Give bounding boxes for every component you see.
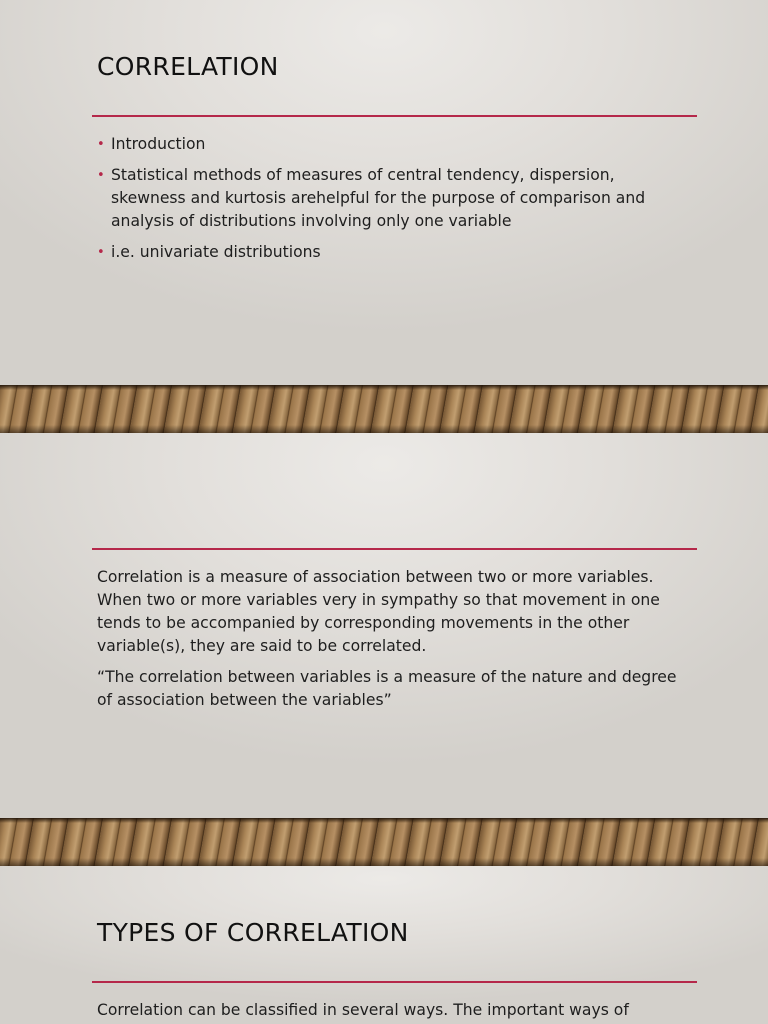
slide-3 bbox=[0, 866, 768, 1024]
slide-1-bullet-list bbox=[97, 133, 677, 272]
slide-1-title: CORRELATION bbox=[97, 52, 279, 81]
slide-2-divider bbox=[92, 548, 697, 550]
wood-floor-divider bbox=[0, 385, 768, 433]
slide-3-divider bbox=[92, 981, 697, 983]
slide-2 bbox=[0, 433, 768, 819]
slide-2-paragraph: Correlation is a measure of association between two or more variables. When two or more variables very in sympathy so that movement in one tends to be accompanied by corresponding movements in the other variable(s), they are said to be correlated. bbox=[97, 568, 660, 655]
slide-3-paragraph: Correlation can be classified in several ways. The important ways of bbox=[97, 1001, 629, 1019]
bullet-dot-icon: • bbox=[97, 245, 105, 260]
bullet-item: • i.e. univariate distributions bbox=[97, 241, 677, 264]
slide-2-body bbox=[97, 566, 687, 720]
slide-3-title: TYPES OF CORRELATION bbox=[97, 918, 409, 947]
slide-1-divider bbox=[92, 115, 697, 117]
bullet-item: • Introduction bbox=[97, 133, 677, 156]
slide-3-body bbox=[97, 999, 687, 1024]
bullet-item: • Statistical methods of measures of central tendency, dispersion, skewness and kurtosis arehelpful for the purpose of comparison and analysis of distributions involving only one variable bbox=[97, 166, 646, 230]
bullet-dot-icon: • bbox=[97, 137, 105, 152]
bullet-dot-icon: • bbox=[97, 168, 105, 183]
slide-1 bbox=[0, 0, 768, 386]
slide-2-quote: “The correlation between variables is a measure of the nature and degree of association between the variables” bbox=[97, 668, 677, 709]
wood-floor-divider bbox=[0, 818, 768, 866]
